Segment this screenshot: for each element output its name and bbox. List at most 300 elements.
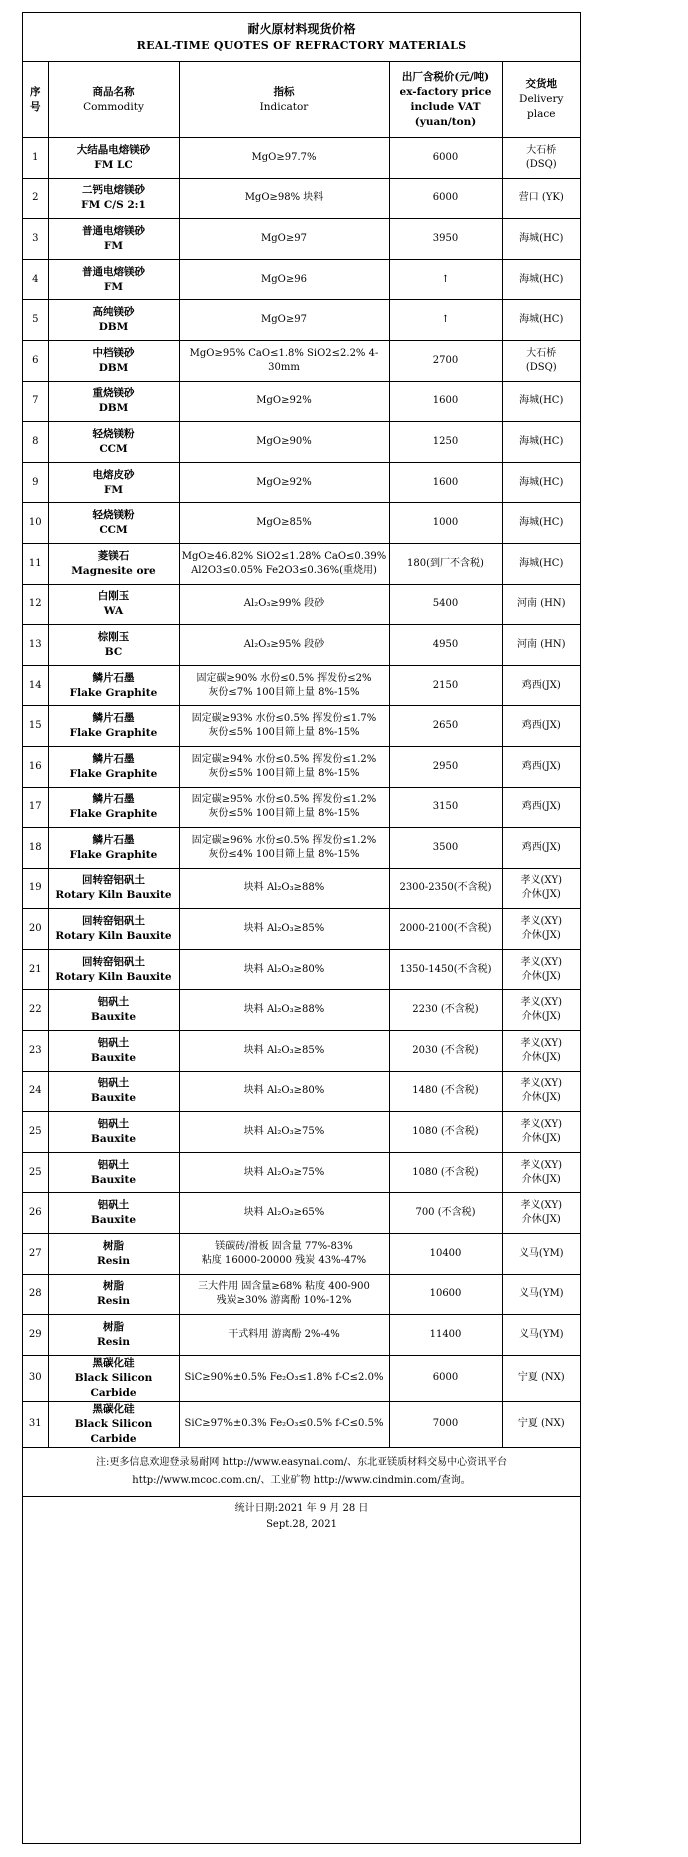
commodity-cn: 白刚玉 bbox=[97, 590, 130, 603]
price-text: 2000-2100(不含税) bbox=[399, 923, 492, 935]
indicator-text: 固定碳≥95% 水份≤0.5% 挥发份≤1.2% 灰份≤5% 100目筛上量 8%-15% bbox=[191, 794, 377, 820]
cell-place bbox=[502, 1234, 580, 1275]
indicator-text: 块料 Al₂O₃≥88% bbox=[243, 1004, 325, 1016]
commodity-en: Bauxite bbox=[90, 1092, 137, 1105]
cell-no bbox=[23, 381, 48, 422]
cell-price bbox=[389, 462, 502, 503]
cell-commodity bbox=[48, 259, 179, 300]
row-number: 25 bbox=[28, 1166, 42, 1178]
cell-commodity bbox=[48, 909, 179, 950]
commodity-cn: 大结晶电熔镁砂 bbox=[76, 143, 151, 156]
cell-indicator bbox=[179, 787, 389, 828]
cell-place bbox=[502, 1112, 580, 1153]
cell-place bbox=[502, 381, 580, 422]
cell-price bbox=[389, 178, 502, 219]
row-number: 6 bbox=[32, 354, 39, 366]
commodity-en: DBM bbox=[98, 361, 129, 374]
cell-place bbox=[502, 909, 580, 950]
commodity-en: DBM bbox=[98, 402, 129, 415]
price-text: 6000 bbox=[432, 1372, 459, 1384]
cell-no bbox=[23, 1234, 48, 1275]
table-row bbox=[23, 990, 580, 1031]
cell-no bbox=[23, 1315, 48, 1356]
commodity-en: WA bbox=[103, 605, 124, 618]
place-text: 营口 (YK) bbox=[518, 192, 564, 204]
commodity-cn: 树脂 bbox=[103, 1321, 124, 1334]
cell-price bbox=[389, 1071, 502, 1112]
header-indicator bbox=[179, 62, 389, 138]
price-text: 1080 (不含税) bbox=[412, 1166, 479, 1178]
cell-place bbox=[502, 1401, 580, 1447]
price-text: 1250 bbox=[432, 435, 459, 447]
cell-place bbox=[502, 868, 580, 909]
commodity-en: DBM bbox=[98, 321, 129, 334]
cell-no bbox=[23, 138, 48, 179]
place-text: 鸡西(JX) bbox=[521, 801, 561, 813]
table-row bbox=[23, 1355, 580, 1401]
cell-commodity bbox=[48, 300, 179, 341]
place-text: 义马(YM) bbox=[518, 1329, 564, 1341]
cell-no bbox=[23, 422, 48, 463]
row-number: 19 bbox=[28, 882, 42, 894]
commodity-en: Black Silicon Carbide bbox=[74, 1417, 153, 1445]
cell-no bbox=[23, 828, 48, 869]
cell-no bbox=[23, 340, 48, 381]
cell-indicator bbox=[179, 1152, 389, 1193]
table-row bbox=[23, 543, 580, 584]
table-row bbox=[23, 706, 580, 747]
cell-indicator bbox=[179, 706, 389, 747]
cell-place bbox=[502, 178, 580, 219]
header-place-en1: Delivery bbox=[519, 93, 564, 105]
commodity-en: Bauxite bbox=[90, 1133, 137, 1146]
place-text: 鸡西(JX) bbox=[521, 720, 561, 732]
cell-no bbox=[23, 665, 48, 706]
cell-commodity bbox=[48, 706, 179, 747]
indicator-text: MgO≥98% 块料 bbox=[244, 192, 324, 204]
cell-price bbox=[389, 300, 502, 341]
note bbox=[23, 1447, 580, 1496]
indicator-text: 固定碳≥90% 水份≤0.5% 挥发份≤2% 灰份≤7% 100目筛上量 8%-15% bbox=[196, 672, 372, 698]
price-text: 3150 bbox=[432, 801, 459, 813]
commodity-cn: 中档镁砂 bbox=[92, 346, 135, 359]
row-number: 8 bbox=[32, 435, 39, 447]
row-number: 16 bbox=[28, 760, 42, 772]
cell-commodity bbox=[48, 178, 179, 219]
commodity-cn: 二钙电熔镁砂 bbox=[82, 184, 145, 197]
table-row bbox=[23, 381, 580, 422]
header-commodity bbox=[48, 62, 179, 138]
cell-commodity bbox=[48, 1315, 179, 1356]
indicator-text: MgO≥97 bbox=[261, 232, 307, 244]
cell-place bbox=[502, 746, 580, 787]
commodity-cn: 鳞片石墨 bbox=[92, 671, 135, 684]
indicator-text: 块料 Al₂O₃≥75% bbox=[243, 1126, 325, 1138]
indicator-text: MgO≥90% bbox=[256, 435, 312, 447]
table-row bbox=[23, 909, 580, 950]
commodity-en: CCM bbox=[99, 442, 128, 455]
row-number: 17 bbox=[28, 801, 42, 813]
place-text: 鸡西(JX) bbox=[521, 760, 561, 772]
commodity-en: Bauxite bbox=[90, 1173, 137, 1186]
cell-price bbox=[389, 340, 502, 381]
cell-indicator bbox=[179, 1071, 389, 1112]
table-row bbox=[23, 665, 580, 706]
cell-indicator bbox=[179, 828, 389, 869]
cell-place bbox=[502, 462, 580, 503]
cell-price bbox=[389, 381, 502, 422]
cell-commodity bbox=[48, 1193, 179, 1234]
commodity-cn: 鳞片石墨 bbox=[92, 712, 135, 725]
place-text: 孝义(XY) 介休(JX) bbox=[520, 997, 563, 1023]
row-number: 31 bbox=[28, 1418, 42, 1430]
price-sheet bbox=[22, 12, 581, 1844]
cell-indicator bbox=[179, 1193, 389, 1234]
row-number: 18 bbox=[28, 841, 42, 853]
commodity-en: Bauxite bbox=[90, 1011, 137, 1024]
indicator-text: 块料 Al₂O₃≥80% bbox=[243, 963, 325, 975]
cell-price bbox=[389, 706, 502, 747]
commodity-en: CCM bbox=[99, 524, 128, 537]
place-text: 义马(YM) bbox=[518, 1288, 564, 1300]
header-indicator-en: Indicator bbox=[259, 100, 309, 113]
row-number: 4 bbox=[32, 273, 39, 285]
commodity-cn: 树脂 bbox=[103, 1280, 124, 1293]
commodity-en: Resin bbox=[97, 1336, 130, 1349]
cell-place bbox=[502, 340, 580, 381]
price-text: 6000 bbox=[432, 192, 459, 204]
price-text: 2030 (不含税) bbox=[412, 1044, 479, 1056]
commodity-en: Magnesite ore bbox=[71, 564, 156, 577]
cell-price bbox=[389, 787, 502, 828]
commodity-cn: 黑碳化硅 bbox=[92, 1402, 135, 1415]
stat-date bbox=[23, 1496, 580, 1537]
cell-indicator bbox=[179, 1274, 389, 1315]
cell-no bbox=[23, 219, 48, 260]
commodity-en: Bauxite bbox=[90, 1214, 137, 1227]
cell-no bbox=[23, 462, 48, 503]
cell-commodity bbox=[48, 990, 179, 1031]
cell-no bbox=[23, 1112, 48, 1153]
indicator-text: MgO≥97 bbox=[261, 314, 307, 326]
cell-price bbox=[389, 138, 502, 179]
cell-no bbox=[23, 1401, 48, 1447]
table-row bbox=[23, 1071, 580, 1112]
date-row bbox=[23, 1496, 580, 1537]
row-number: 26 bbox=[28, 1207, 42, 1219]
indicator-text: MgO≥95% CaO≤1.8% SiO2≤2.2% 4-30mm bbox=[189, 347, 379, 373]
commodity-cn: 回转窑铝矾土 bbox=[82, 955, 145, 968]
commodity-en: Flake Graphite bbox=[69, 686, 158, 699]
commodity-en: Black Silicon Carbide bbox=[74, 1371, 153, 1399]
cell-commodity bbox=[48, 543, 179, 584]
table-row bbox=[23, 178, 580, 219]
place-text: 鸡西(JX) bbox=[521, 679, 561, 691]
place-text: 宁夏 (NX) bbox=[517, 1372, 565, 1384]
cell-price bbox=[389, 1274, 502, 1315]
cell-commodity bbox=[48, 381, 179, 422]
cell-commodity bbox=[48, 422, 179, 463]
commodity-en: Flake Graphite bbox=[69, 727, 158, 740]
price-text: 7000 bbox=[432, 1418, 459, 1430]
row-number: 29 bbox=[28, 1329, 42, 1341]
row-number: 22 bbox=[28, 1004, 42, 1016]
indicator-text: 块料 Al₂O₃≥65% bbox=[243, 1207, 325, 1219]
row-number: 13 bbox=[28, 638, 42, 650]
cell-commodity bbox=[48, 219, 179, 260]
place-text: 孝义(XY) 介休(JX) bbox=[520, 1159, 563, 1185]
price-text: 11400 bbox=[429, 1329, 462, 1341]
commodity-cn: 轻烧镁粉 bbox=[92, 509, 135, 522]
commodity-cn: 轻烧镁粉 bbox=[92, 427, 135, 440]
price-text: 180(到厂不含税) bbox=[407, 557, 484, 569]
cell-place bbox=[502, 787, 580, 828]
place-text: 孝义(XY) 介休(JX) bbox=[520, 1200, 563, 1226]
header-place-cn: 交货地 bbox=[525, 78, 558, 90]
cell-indicator bbox=[179, 340, 389, 381]
cell-no bbox=[23, 1355, 48, 1401]
price-text: 2300-2350(不含税) bbox=[399, 882, 492, 894]
indicator-text: 固定碳≥94% 水份≤0.5% 挥发份≤1.2% 灰份≤5% 100目筛上量 8%-15% bbox=[191, 753, 377, 779]
header-row bbox=[23, 62, 580, 138]
commodity-cn: 鳞片石墨 bbox=[92, 833, 135, 846]
row-number: 2 bbox=[32, 192, 39, 204]
commodity-cn: 鳞片石墨 bbox=[92, 793, 135, 806]
date-english: Sept.28, 2021 bbox=[266, 1518, 337, 1530]
commodity-en: Resin bbox=[97, 1295, 130, 1308]
commodity-en: FM C/S 2:1 bbox=[81, 199, 146, 212]
cell-price bbox=[389, 665, 502, 706]
header-no: 序 号 bbox=[23, 62, 48, 138]
commodity-cn: 树脂 bbox=[103, 1239, 124, 1252]
cell-indicator bbox=[179, 300, 389, 341]
cell-indicator bbox=[179, 1112, 389, 1153]
cell-commodity bbox=[48, 1071, 179, 1112]
price-text: 10400 bbox=[429, 1247, 462, 1259]
note-row bbox=[23, 1447, 580, 1496]
table-row bbox=[23, 1315, 580, 1356]
price-text: ↑ bbox=[441, 314, 450, 326]
place-text: 孝义(XY) 介休(JX) bbox=[520, 956, 563, 982]
cell-no bbox=[23, 949, 48, 990]
table-row bbox=[23, 1401, 580, 1447]
cell-indicator bbox=[179, 381, 389, 422]
indicator-text: SiC≥97%±0.3% Fe₂O₃≤0.5% f-C≤0.5% bbox=[184, 1418, 384, 1430]
cell-place bbox=[502, 584, 580, 625]
row-number: 1 bbox=[32, 151, 39, 163]
table-row bbox=[23, 300, 580, 341]
price-text: 1350-1450(不含税) bbox=[399, 963, 492, 975]
header-place bbox=[502, 62, 580, 138]
price-text: 5400 bbox=[432, 598, 459, 610]
commodity-cn: 铝矾土 bbox=[97, 996, 130, 1009]
commodity-cn: 回转窑铝矾土 bbox=[82, 915, 145, 928]
indicator-text: 块料 Al₂O₃≥85% bbox=[243, 923, 325, 935]
cell-commodity bbox=[48, 584, 179, 625]
row-number: 30 bbox=[28, 1372, 42, 1384]
cell-place bbox=[502, 543, 580, 584]
indicator-text: MgO≥97.7% bbox=[251, 151, 317, 163]
place-text: 孝义(XY) 介休(JX) bbox=[520, 916, 563, 942]
place-text: 海城(HC) bbox=[519, 273, 564, 285]
table-row bbox=[23, 584, 580, 625]
place-text: 海城(HC) bbox=[519, 435, 564, 447]
cell-commodity bbox=[48, 625, 179, 666]
cell-place bbox=[502, 1152, 580, 1193]
table-row bbox=[23, 1193, 580, 1234]
commodity-en: Flake Graphite bbox=[69, 767, 158, 780]
price-text: 1000 bbox=[432, 517, 459, 529]
row-number: 15 bbox=[28, 720, 42, 732]
commodity-en: Rotary Kiln Bauxite bbox=[55, 970, 172, 983]
table-row bbox=[23, 340, 580, 381]
indicator-text: 块料 Al₂O₃≥80% bbox=[243, 1085, 325, 1097]
price-text: ↑ bbox=[441, 273, 450, 285]
place-text: 海城(HC) bbox=[519, 557, 564, 569]
indicator-text: 固定碳≥93% 水份≤0.5% 挥发份≤1.7% 灰份≤5% 100目筛上量 8%-15% bbox=[191, 713, 377, 739]
cell-indicator bbox=[179, 259, 389, 300]
cell-commodity bbox=[48, 138, 179, 179]
row-number: 25 bbox=[28, 1126, 42, 1138]
cell-price bbox=[389, 828, 502, 869]
cell-no bbox=[23, 1193, 48, 1234]
cell-indicator bbox=[179, 990, 389, 1031]
row-number: 5 bbox=[32, 314, 39, 326]
cell-commodity bbox=[48, 665, 179, 706]
commodity-en: FM LC bbox=[94, 158, 133, 171]
price-text: 700 (不含税) bbox=[415, 1207, 476, 1219]
cell-price bbox=[389, 1152, 502, 1193]
commodity-en: Flake Graphite bbox=[69, 848, 158, 861]
price-text: 2700 bbox=[432, 354, 459, 366]
commodity-cn: 普通电熔镁砂 bbox=[82, 265, 145, 278]
row-number: 11 bbox=[28, 557, 42, 569]
price-text: 2950 bbox=[432, 760, 459, 772]
price-text: 1600 bbox=[432, 395, 459, 407]
cell-commodity bbox=[48, 1274, 179, 1315]
cell-price bbox=[389, 584, 502, 625]
place-text: 大石桥 (DSQ) bbox=[525, 144, 557, 170]
cell-indicator bbox=[179, 625, 389, 666]
row-number: 21 bbox=[28, 963, 42, 975]
commodity-en: Flake Graphite bbox=[69, 808, 158, 821]
header-commodity-cn: 商品名称 bbox=[92, 85, 135, 98]
place-text: 孝义(XY) 介休(JX) bbox=[520, 875, 563, 901]
cell-indicator bbox=[179, 868, 389, 909]
table-row bbox=[23, 787, 580, 828]
table-row bbox=[23, 828, 580, 869]
commodity-cn: 棕刚玉 bbox=[97, 630, 130, 643]
cell-place bbox=[502, 706, 580, 747]
commodity-cn: 菱镁石 bbox=[97, 549, 130, 562]
cell-no bbox=[23, 584, 48, 625]
commodity-en: Bauxite bbox=[90, 1051, 137, 1064]
cell-indicator bbox=[179, 1031, 389, 1072]
cell-indicator bbox=[179, 1315, 389, 1356]
place-text: 河南 (HN) bbox=[517, 598, 566, 610]
cell-place bbox=[502, 1031, 580, 1072]
commodity-en: FM bbox=[103, 483, 124, 496]
cell-commodity bbox=[48, 1112, 179, 1153]
price-table bbox=[23, 13, 580, 1537]
row-number: 7 bbox=[32, 395, 39, 407]
cell-place bbox=[502, 1071, 580, 1112]
title-chinese: 耐火原材料现货价格 bbox=[247, 21, 356, 36]
place-text: 孝义(XY) 介休(JX) bbox=[520, 1119, 563, 1145]
row-number: 28 bbox=[28, 1288, 42, 1300]
cell-indicator bbox=[179, 909, 389, 950]
cell-place bbox=[502, 1315, 580, 1356]
cell-price bbox=[389, 422, 502, 463]
price-text: 6000 bbox=[432, 151, 459, 163]
cell-place bbox=[502, 219, 580, 260]
indicator-text: 干式料用 游离酚 2%-4% bbox=[228, 1329, 340, 1341]
cell-commodity bbox=[48, 340, 179, 381]
cell-no bbox=[23, 178, 48, 219]
table-row bbox=[23, 868, 580, 909]
cell-no bbox=[23, 259, 48, 300]
commodity-cn: 回转窑铝矾土 bbox=[82, 874, 145, 887]
cell-indicator bbox=[179, 1355, 389, 1401]
cell-indicator bbox=[179, 543, 389, 584]
place-text: 义马(YM) bbox=[518, 1247, 564, 1259]
cell-no bbox=[23, 300, 48, 341]
cell-indicator bbox=[179, 746, 389, 787]
table-row bbox=[23, 462, 580, 503]
cell-commodity bbox=[48, 1234, 179, 1275]
commodity-cn: 铝矾土 bbox=[97, 1158, 130, 1171]
note-line-2: http://www.mcoc.com.cn/、工业矿物 http://www.cindmin.com/查询。 bbox=[132, 1474, 471, 1486]
cell-commodity bbox=[48, 462, 179, 503]
cell-indicator bbox=[179, 138, 389, 179]
cell-price bbox=[389, 1193, 502, 1234]
cell-commodity bbox=[48, 949, 179, 990]
table-row bbox=[23, 503, 580, 544]
place-text: 鸡西(JX) bbox=[521, 841, 561, 853]
cell-price bbox=[389, 625, 502, 666]
place-text: 海城(HC) bbox=[519, 476, 564, 488]
commodity-cn: 铝矾土 bbox=[97, 1118, 130, 1131]
cell-place bbox=[502, 949, 580, 990]
price-text: 2150 bbox=[432, 679, 459, 691]
place-text: 海城(HC) bbox=[519, 314, 564, 326]
table-title bbox=[23, 13, 580, 62]
cell-no bbox=[23, 706, 48, 747]
table-row bbox=[23, 949, 580, 990]
cell-place bbox=[502, 138, 580, 179]
cell-commodity bbox=[48, 828, 179, 869]
cell-no bbox=[23, 1071, 48, 1112]
header-price bbox=[389, 62, 502, 138]
cell-indicator bbox=[179, 422, 389, 463]
price-text: 3500 bbox=[432, 841, 459, 853]
indicator-text: MgO≥92% bbox=[256, 395, 312, 407]
cell-no bbox=[23, 625, 48, 666]
cell-no bbox=[23, 787, 48, 828]
row-number: 10 bbox=[28, 517, 42, 529]
note-line-1: 注:更多信息欢迎登录易耐网 http://www.easynai.com/、东北亚镁质材料交易中心资讯平台 bbox=[95, 1456, 508, 1468]
cell-place bbox=[502, 300, 580, 341]
cell-no bbox=[23, 503, 48, 544]
cell-place bbox=[502, 828, 580, 869]
cell-indicator bbox=[179, 178, 389, 219]
cell-commodity bbox=[48, 746, 179, 787]
indicator-text: 固定碳≥96% 水份≤0.5% 挥发份≤1.2% 灰份≤4% 100目筛上量 8%-15% bbox=[191, 834, 377, 860]
cell-no bbox=[23, 1031, 48, 1072]
indicator-text: MgO≥92% bbox=[256, 476, 312, 488]
header-place-en2: place bbox=[527, 108, 556, 120]
title-english: REAL-TIME QUOTES OF REFRACTORY MATERIALS bbox=[136, 38, 467, 52]
